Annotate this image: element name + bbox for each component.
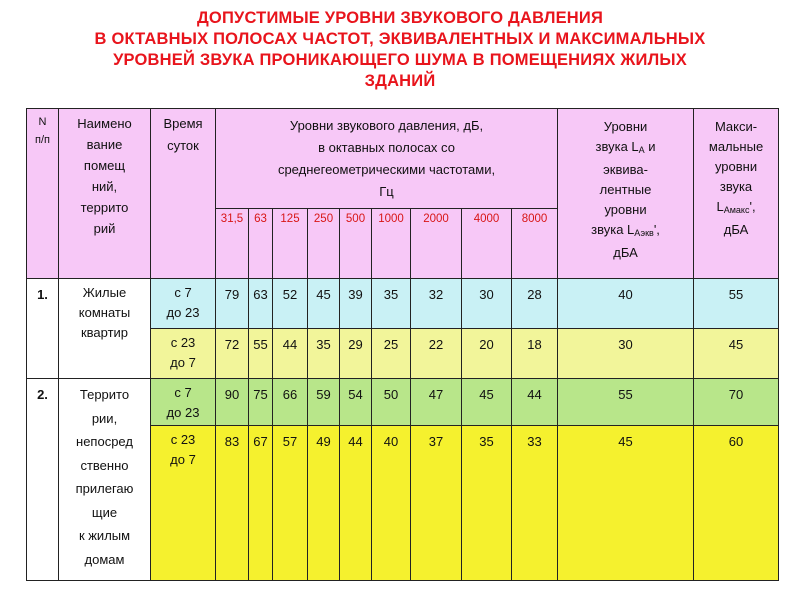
value-cell: 59	[308, 379, 340, 426]
equivalent-level-cell: 30	[558, 329, 694, 379]
value-cell: 72	[216, 329, 249, 379]
equivalent-level-cell: 55	[558, 379, 694, 426]
value-cell: 37	[411, 426, 462, 581]
value-cell: 40	[372, 426, 411, 581]
value-cell: 25	[372, 329, 411, 379]
time-period: с 7 до 23	[151, 379, 216, 426]
value-cell: 39	[340, 279, 372, 329]
equivalent-level-cell: 45	[558, 426, 694, 581]
noise-levels-table	[26, 108, 779, 581]
value-cell: 83	[216, 426, 249, 581]
value-cell: 29	[340, 329, 372, 379]
row-name: Террито рии, непосред ственно прилегаю щие к жилым домам	[59, 379, 151, 581]
equivalent-level-cell: 40	[558, 279, 694, 329]
frequency-header: 125	[273, 209, 308, 279]
value-cell: 45	[308, 279, 340, 329]
value-cell: 28	[512, 279, 558, 329]
frequency-header: 63	[249, 209, 273, 279]
max-level-cell: 45	[694, 329, 779, 379]
value-cell: 54	[340, 379, 372, 426]
value-cell: 57	[273, 426, 308, 581]
header-max-level: Макси- мальные уровни звука $L_{Амакс}'$, дБА	[694, 109, 779, 279]
max-level-cell: 60	[694, 426, 779, 581]
value-cell: 30	[462, 279, 512, 329]
frequency-header: 31,5	[216, 209, 249, 279]
frequency-header: 250	[308, 209, 340, 279]
value-cell: 79	[216, 279, 249, 329]
time-period: с 7 до 23	[151, 279, 216, 329]
frequency-header: 500	[340, 209, 372, 279]
header-sound-pressure-levels: Уровни звукового давления, дБ, в октавных полосах со среднегеометрическими частотами, Гц	[216, 109, 558, 209]
header-time: Время суток	[151, 109, 216, 279]
value-cell: 55	[249, 329, 273, 379]
row-name: Жилые комнаты квартир	[59, 279, 151, 379]
value-cell: 66	[273, 379, 308, 426]
value-cell: 35	[308, 329, 340, 379]
value-cell: 52	[273, 279, 308, 329]
value-cell: 44	[273, 329, 308, 379]
row-number: 2.	[27, 379, 59, 581]
value-cell: 49	[308, 426, 340, 581]
value-cell: 22	[411, 329, 462, 379]
max-level-cell: 55	[694, 279, 779, 329]
value-cell: 63	[249, 279, 273, 329]
frequency-header: 2000	[411, 209, 462, 279]
value-cell: 47	[411, 379, 462, 426]
value-cell: 67	[249, 426, 273, 581]
value-cell: 33	[512, 426, 558, 581]
frequency-header: 4000	[462, 209, 512, 279]
frequency-header: 8000	[512, 209, 558, 279]
time-period: с 23 до 7	[151, 426, 216, 581]
value-cell: 44	[512, 379, 558, 426]
frequency-header: 1000	[372, 209, 411, 279]
value-cell: 35	[372, 279, 411, 329]
row-number: 1.	[27, 279, 59, 379]
value-cell: 45	[462, 379, 512, 426]
value-cell: 35	[462, 426, 512, 581]
header-equivalent-level: Уровни звука $L_A$ и эквива- лентные уровни звука $L_{Аэкв}'$, дБА	[558, 109, 694, 279]
title-line: ДОПУСТИМЫЕ УРОВНИ ЗВУКОВОГО ДАВЛЕНИЯ	[196, 9, 604, 27]
value-cell: 50	[372, 379, 411, 426]
header-number: N п/п	[27, 109, 59, 279]
page-title	[0, 8, 800, 92]
header-name: Наимено вание помещ ний, террито рий	[59, 109, 151, 279]
title-line: В ОКТАВНЫХ ПОЛОСАХ ЧАСТОТ, ЭКВИВАЛЕНТНЫХ И МАКСИМАЛЬНЫХ	[94, 30, 706, 48]
value-cell: 18	[512, 329, 558, 379]
value-cell: 90	[216, 379, 249, 426]
time-period: с 23 до 7	[151, 329, 216, 379]
value-cell: 44	[340, 426, 372, 581]
value-cell: 32	[411, 279, 462, 329]
value-cell: 20	[462, 329, 512, 379]
max-level-cell: 70	[694, 379, 779, 426]
value-cell: 75	[249, 379, 273, 426]
title-line: ЗДАНИЙ	[364, 72, 436, 90]
title-line: УРОВНЕЙ ЗВУКА ПРОНИКАЮЩЕГО ШУМА В ПОМЕЩЕНИЯХ ЖИЛЫХ	[113, 51, 687, 69]
